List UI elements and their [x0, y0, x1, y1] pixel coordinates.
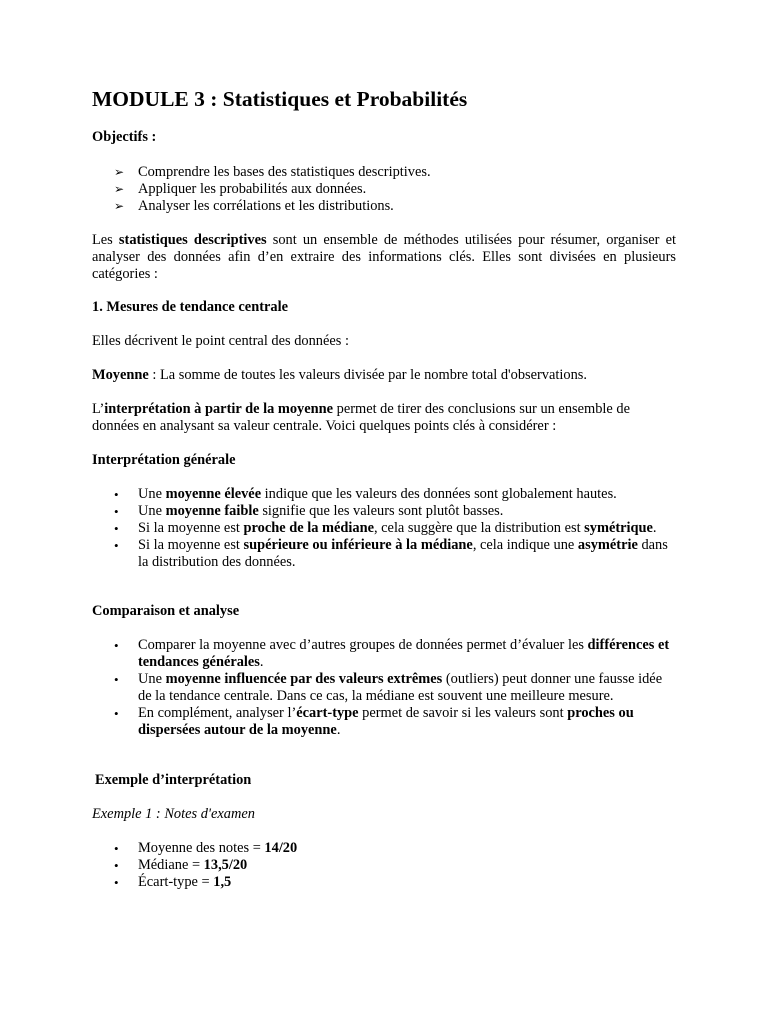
list-item: • Une moyenne faible signifie que les valeurs sont plutôt basses. — [114, 503, 504, 519]
bullet-icon: • — [114, 521, 119, 536]
bullet-icon: • — [114, 504, 119, 519]
arrow-bullet-icon: ➢ — [114, 182, 125, 196]
section1-heading: 1. Mesures de tendance centrale — [92, 299, 288, 315]
intro-paragraph: Les statistiques descriptives sont un ensemble de méthodes utilisées pour résumer, organiser et analyser des données afin d’en extraire des informations clés. Elles sont divisées en plusieurs catégories : — [92, 232, 676, 282]
exemple-subheading: Exemple 1 : Notes d'examen — [92, 806, 255, 822]
arrow-bullet-icon: ➢ — [114, 199, 125, 213]
comparaison-heading: Comparaison et analyse — [92, 603, 240, 619]
bullet-icon: • — [114, 672, 119, 687]
list-item: • Si la moyenne est proche de la médiane, cela suggère que la distribution est symétrique. — [114, 520, 657, 536]
section1-description: Elles décrivent le point central des données : — [92, 333, 349, 349]
list-item: • Comparer la moyenne avec d’autres groupes de données permet d’évaluer les différences et tendances générales. — [114, 637, 670, 670]
bullet-icon: • — [114, 538, 119, 553]
moyenne-definition: Moyenne : La somme de toutes les valeurs divisée par le nombre total d'observations. — [92, 367, 587, 383]
objectifs-list — [92, 164, 676, 215]
interpretation-paragraph: L’interprétation à partir de la moyenne permet de tirer des conclusions sur un ensemble de données en analysant sa valeur centrale. Voici quelques points clés à considérer : — [92, 401, 630, 434]
bullet-icon: • — [114, 487, 119, 502]
bullet-icon: • — [114, 875, 119, 890]
interpretation-generale-heading: Interprétation générale — [92, 452, 236, 468]
list-item: • Médiane = 13,5/20 — [114, 857, 248, 873]
list-item: • Écart-type = 1,5 — [114, 874, 232, 890]
bullet-icon: • — [114, 638, 119, 653]
comparaison-list — [92, 637, 676, 739]
interpretation-generale-list — [92, 486, 676, 571]
bullet-icon: • — [114, 841, 119, 856]
list-item: ➢ Comprendre les bases des statistiques descriptives. — [114, 164, 431, 180]
arrow-bullet-icon: ➢ — [114, 165, 125, 179]
bullet-icon: • — [114, 858, 119, 873]
exemple-list — [92, 840, 676, 891]
list-item: • Une moyenne élevée indique que les valeurs des données sont globalement hautes. — [114, 486, 617, 502]
exemple-heading: Exemple d’interprétation — [95, 772, 252, 788]
bullet-icon: • — [114, 706, 119, 721]
list-item: ➢ Appliquer les probabilités aux données. — [114, 181, 367, 197]
list-item: • Une moyenne influencée par des valeurs extrêmes (outliers) peut donner une fausse idée de la tendance centrale. Dans ce cas, la médiane est souvent une meilleure mesure. — [114, 671, 663, 704]
page-title: MODULE 3 : Statistiques et Probabilités — [92, 87, 468, 111]
list-item: • Moyenne des notes = 14/20 — [114, 840, 298, 856]
list-item: • Si la moyenne est supérieure ou inférieure à la médiane, cela indique une asymétrie dans la distribution des données. — [114, 537, 668, 570]
list-item: ➢ Analyser les corrélations et les distributions. — [114, 198, 394, 214]
list-item: • En complément, analyser l’écart-type permet de savoir si les valeurs sont proches ou dispersées autour de la moyenne. — [114, 705, 634, 738]
objectifs-heading: Objectifs : — [92, 129, 157, 145]
